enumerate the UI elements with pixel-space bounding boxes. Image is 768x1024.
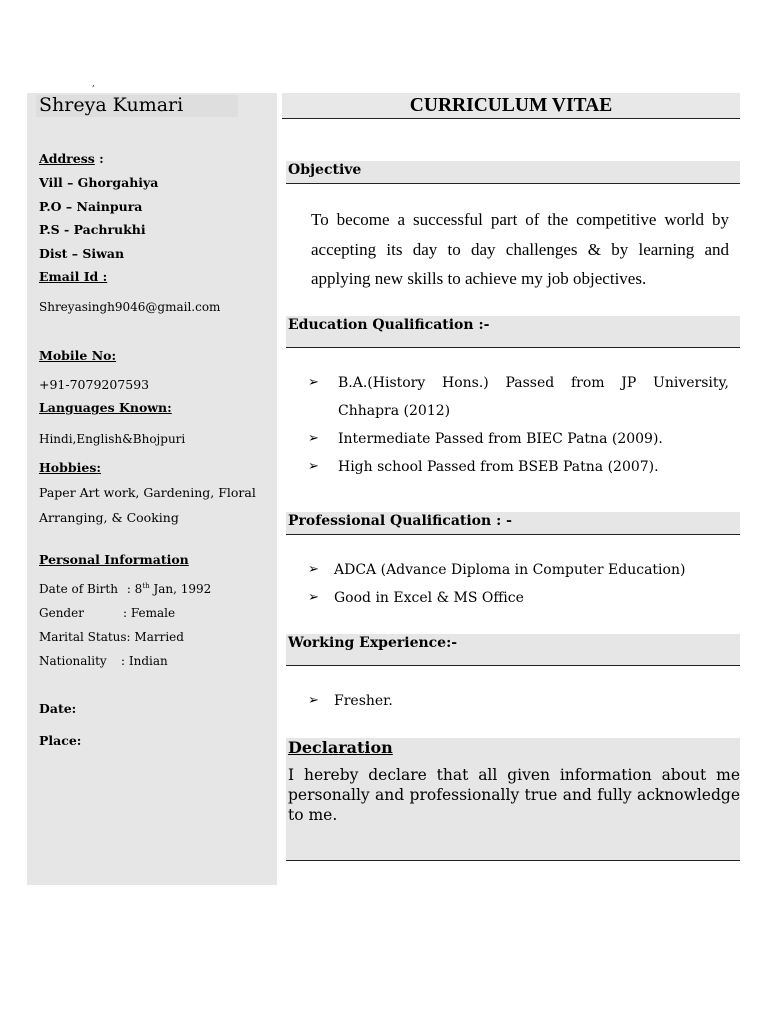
mobile-value: +91-7079207593 xyxy=(39,377,150,392)
arrowhead-bullet-icon: ➢ xyxy=(308,590,319,605)
languages-label: Languages Known: xyxy=(39,400,172,415)
hobbies-line: Paper Art work, Gardening, Floral xyxy=(39,485,256,500)
address-line: P.S - Pachrukhi xyxy=(39,222,146,237)
gender-label: Gender xyxy=(39,606,84,620)
nationality-value: : Indian xyxy=(121,654,168,668)
declaration-heading: Declaration xyxy=(288,738,393,757)
hobbies-line: Arranging, & Cooking xyxy=(39,510,179,525)
professional-item: Good in Excel & MS Office xyxy=(334,590,524,606)
arrowhead-bullet-icon: ➢ xyxy=(308,693,319,708)
address-line: P.O – Nainpura xyxy=(39,199,143,214)
professional-item: ADCA (Advance Diploma in Computer Education) xyxy=(334,562,686,578)
arrowhead-bullet-icon: ➢ xyxy=(308,375,319,390)
objective-text: To become a successful part of the competitive world by accepting its day to day challenges & by learning and applying new skills to achieve my job objectives. xyxy=(311,210,729,288)
nationality-label: Nationality xyxy=(39,654,107,668)
nationality-row xyxy=(39,653,168,669)
education-heading-text: Education Qualification :- xyxy=(288,317,490,333)
dob-rest: Jan, 1992 xyxy=(149,582,212,596)
languages-value: Hindi,English&Bhojpuri xyxy=(39,432,186,446)
list-item xyxy=(308,425,729,453)
education-item: B.A.(History Hons.) Passed from JP University, Chhapra (2012) xyxy=(338,375,729,419)
experience-heading xyxy=(286,634,740,666)
professional-heading-text: Professional Qualification : - xyxy=(288,513,512,529)
declaration-text: I hereby declare that all given information about me personally and professionally true and fully acknowledge to me. xyxy=(288,766,740,824)
marital-row xyxy=(39,629,184,645)
list-item xyxy=(308,687,729,715)
left-sidebar xyxy=(27,93,277,885)
marital-value: Married xyxy=(130,630,184,644)
arrowhead-bullet-icon: ➢ xyxy=(308,562,319,577)
professional-heading xyxy=(286,512,740,535)
list-item xyxy=(308,556,729,584)
education-item: High school Passed from BSEB Patna (2007). xyxy=(338,459,659,475)
education-heading xyxy=(286,316,740,348)
mobile-label: Mobile No: xyxy=(39,348,117,363)
education-item: Intermediate Passed from BIEC Patna (2009). xyxy=(338,431,663,447)
email-label: Email Id : xyxy=(39,269,108,284)
dob-day: : 8 xyxy=(123,582,143,596)
hobbies-label: Hobbies: xyxy=(39,460,101,475)
address-heading xyxy=(39,151,104,167)
document-title: CURRICULUM VITAE xyxy=(282,93,740,119)
personal-info-heading: Personal Information xyxy=(39,552,189,567)
gender-value: : Female xyxy=(123,606,176,620)
list-item xyxy=(308,453,729,481)
place-label: Place: xyxy=(39,733,82,748)
declaration-section xyxy=(286,738,740,861)
address-line: Vill – Ghorgahiya xyxy=(39,175,159,190)
arrowhead-bullet-icon: ➢ xyxy=(308,459,319,474)
list-item xyxy=(308,584,729,612)
dob-label: Date of Birth xyxy=(39,582,118,596)
objective-heading xyxy=(286,161,740,184)
marital-label: Marital Status: xyxy=(39,630,131,644)
gender-row xyxy=(39,605,175,621)
experience-heading-text: Working Experience:- xyxy=(288,635,458,651)
email-value: Shreyasingh9046@gmail.com xyxy=(39,300,221,314)
address-line: Dist – Siwan xyxy=(39,246,125,261)
arrowhead-bullet-icon: ➢ xyxy=(308,431,319,446)
experience-item: Fresher. xyxy=(334,693,393,709)
address-label: Address xyxy=(39,151,95,166)
candidate-name: Shreya Kumari xyxy=(39,94,184,116)
address-colon: : xyxy=(94,151,104,166)
list-item xyxy=(308,369,729,425)
objective-heading-text: Objective xyxy=(288,162,362,178)
date-label: Date: xyxy=(39,701,77,716)
dob-suffix: th xyxy=(142,582,150,590)
stray-mark: , xyxy=(92,79,95,89)
dob-row xyxy=(39,581,211,597)
